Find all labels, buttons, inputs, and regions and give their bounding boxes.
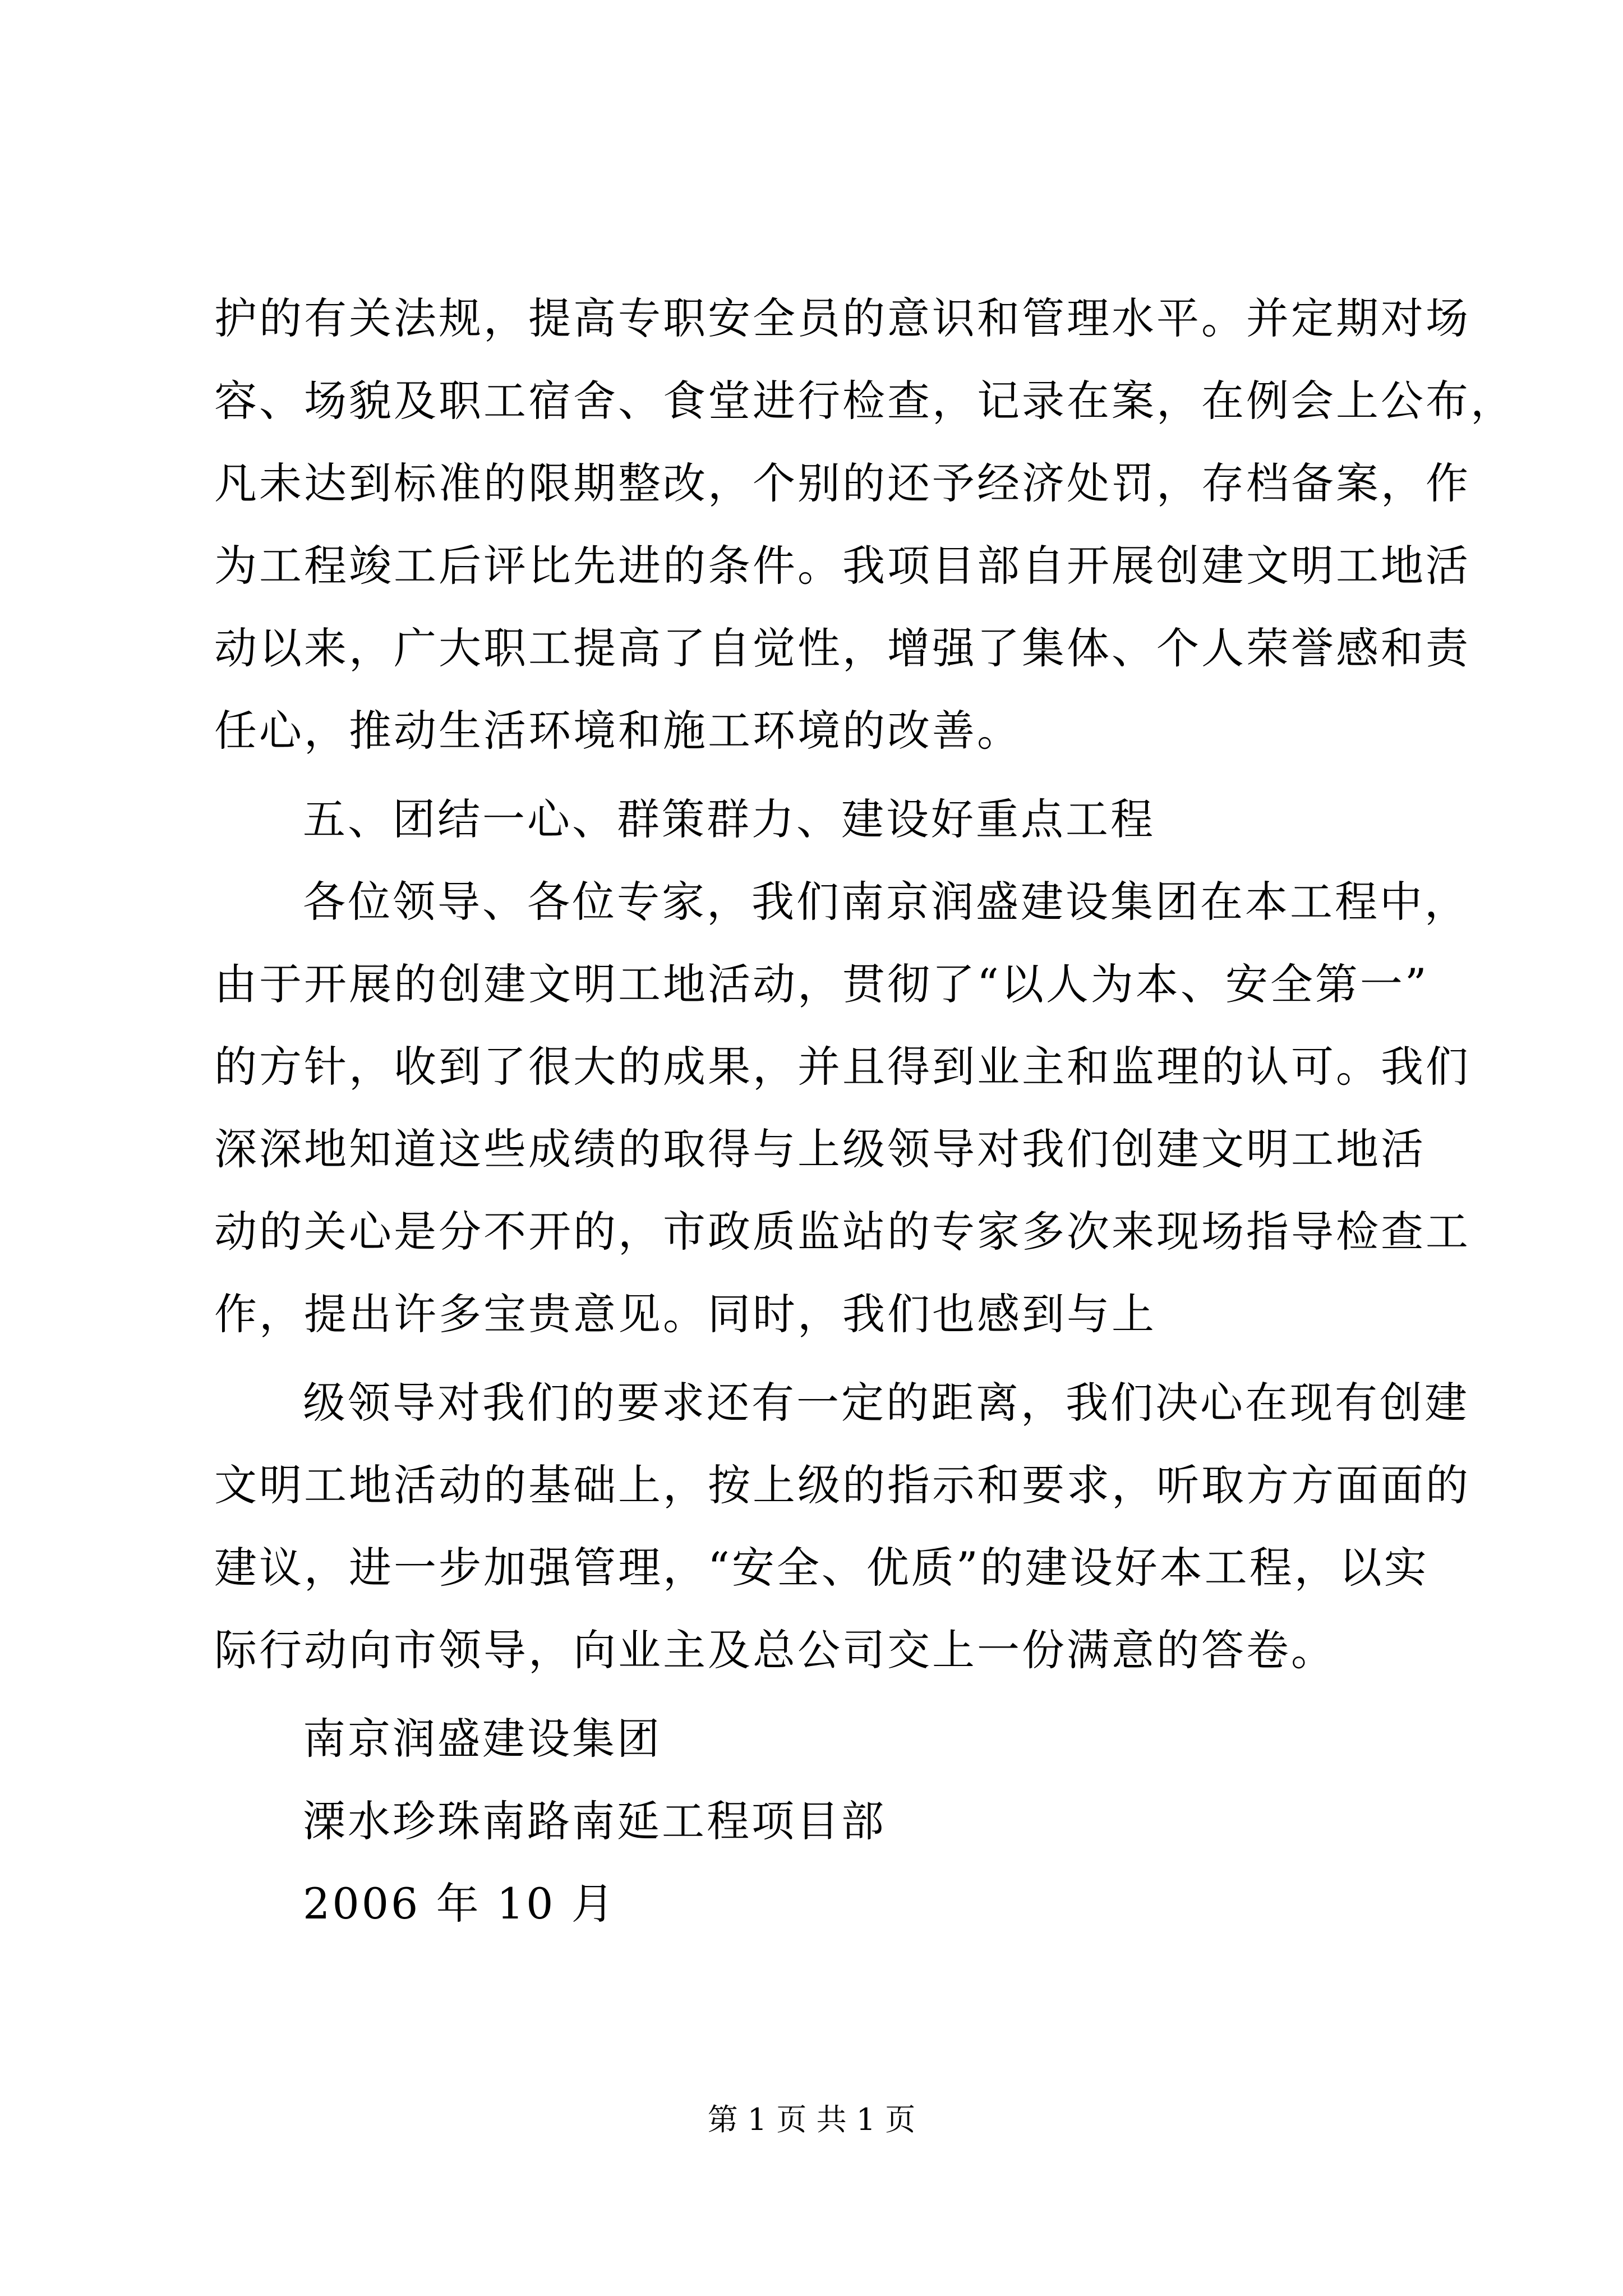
body-line: 动以来，广大职工提高了自觉性，增强了集体、个人荣誉感和责 bbox=[214, 623, 1470, 673]
signature-department: 溧水珍珠南路南延工程项目部 bbox=[303, 1796, 886, 1846]
body-line: 文明工地活动的基础上，按上级的指示和要求，听取方方面面的 bbox=[214, 1460, 1470, 1510]
body-line: 的方针，收到了很大的成果，并且得到业主和监理的认可。我们 bbox=[214, 1042, 1470, 1092]
body-line: 建议，进一步加强管理，“安全、优质”的建设好本工程，以实 bbox=[214, 1543, 1429, 1593]
page-footer: 第 1 页 共 1 页 bbox=[707, 2102, 916, 2137]
paragraph-start-line: 级领导对我们的要求还有一定的距离，我们决心在现有创建 bbox=[303, 1378, 1469, 1428]
body-line: 为工程竣工后评比先进的条件。我项目部自开展创建文明工地活 bbox=[214, 541, 1470, 591]
paragraph-start-line: 各位领导、各位专家，我们南京润盛建设集团在本工程中， bbox=[303, 877, 1469, 927]
body-line: 深深地知道这些成绩的取得与上级领导对我们创建文明工地活 bbox=[214, 1124, 1426, 1174]
body-line: 由于开展的创建文明工地活动，贯彻了“以人为本、安全第一” bbox=[214, 959, 1429, 1009]
signature-date: 2006 年 10 月 bbox=[303, 1879, 616, 1929]
section-heading: 五、团结一心、群策群力、建设好重点工程 bbox=[303, 794, 1155, 844]
body-line: 任心，推动生活环境和施工环境的改善。 bbox=[214, 706, 1022, 756]
body-line: 动的关心是分不开的，市政质监站的专家多次来现场指导检查工 bbox=[214, 1207, 1470, 1257]
body-line: 作，提出许多宝贵意见。同时，我们也感到与上 bbox=[214, 1289, 1156, 1339]
body-line: 际行动向市领导，向业主及总公司交上一份满意的答卷。 bbox=[214, 1625, 1336, 1675]
body-line: 容、场貌及职工宿舍、食堂进行检查，记录在案，在例会上公布， bbox=[214, 376, 1515, 426]
body-line: 护的有关法规，提高专职安全员的意识和管理水平。并定期对场 bbox=[214, 293, 1470, 343]
signature-organization: 南京润盛建设集团 bbox=[303, 1714, 662, 1764]
body-line: 凡未达到标准的限期整改，个别的还予经济处罚，存档备案，作 bbox=[214, 458, 1470, 508]
